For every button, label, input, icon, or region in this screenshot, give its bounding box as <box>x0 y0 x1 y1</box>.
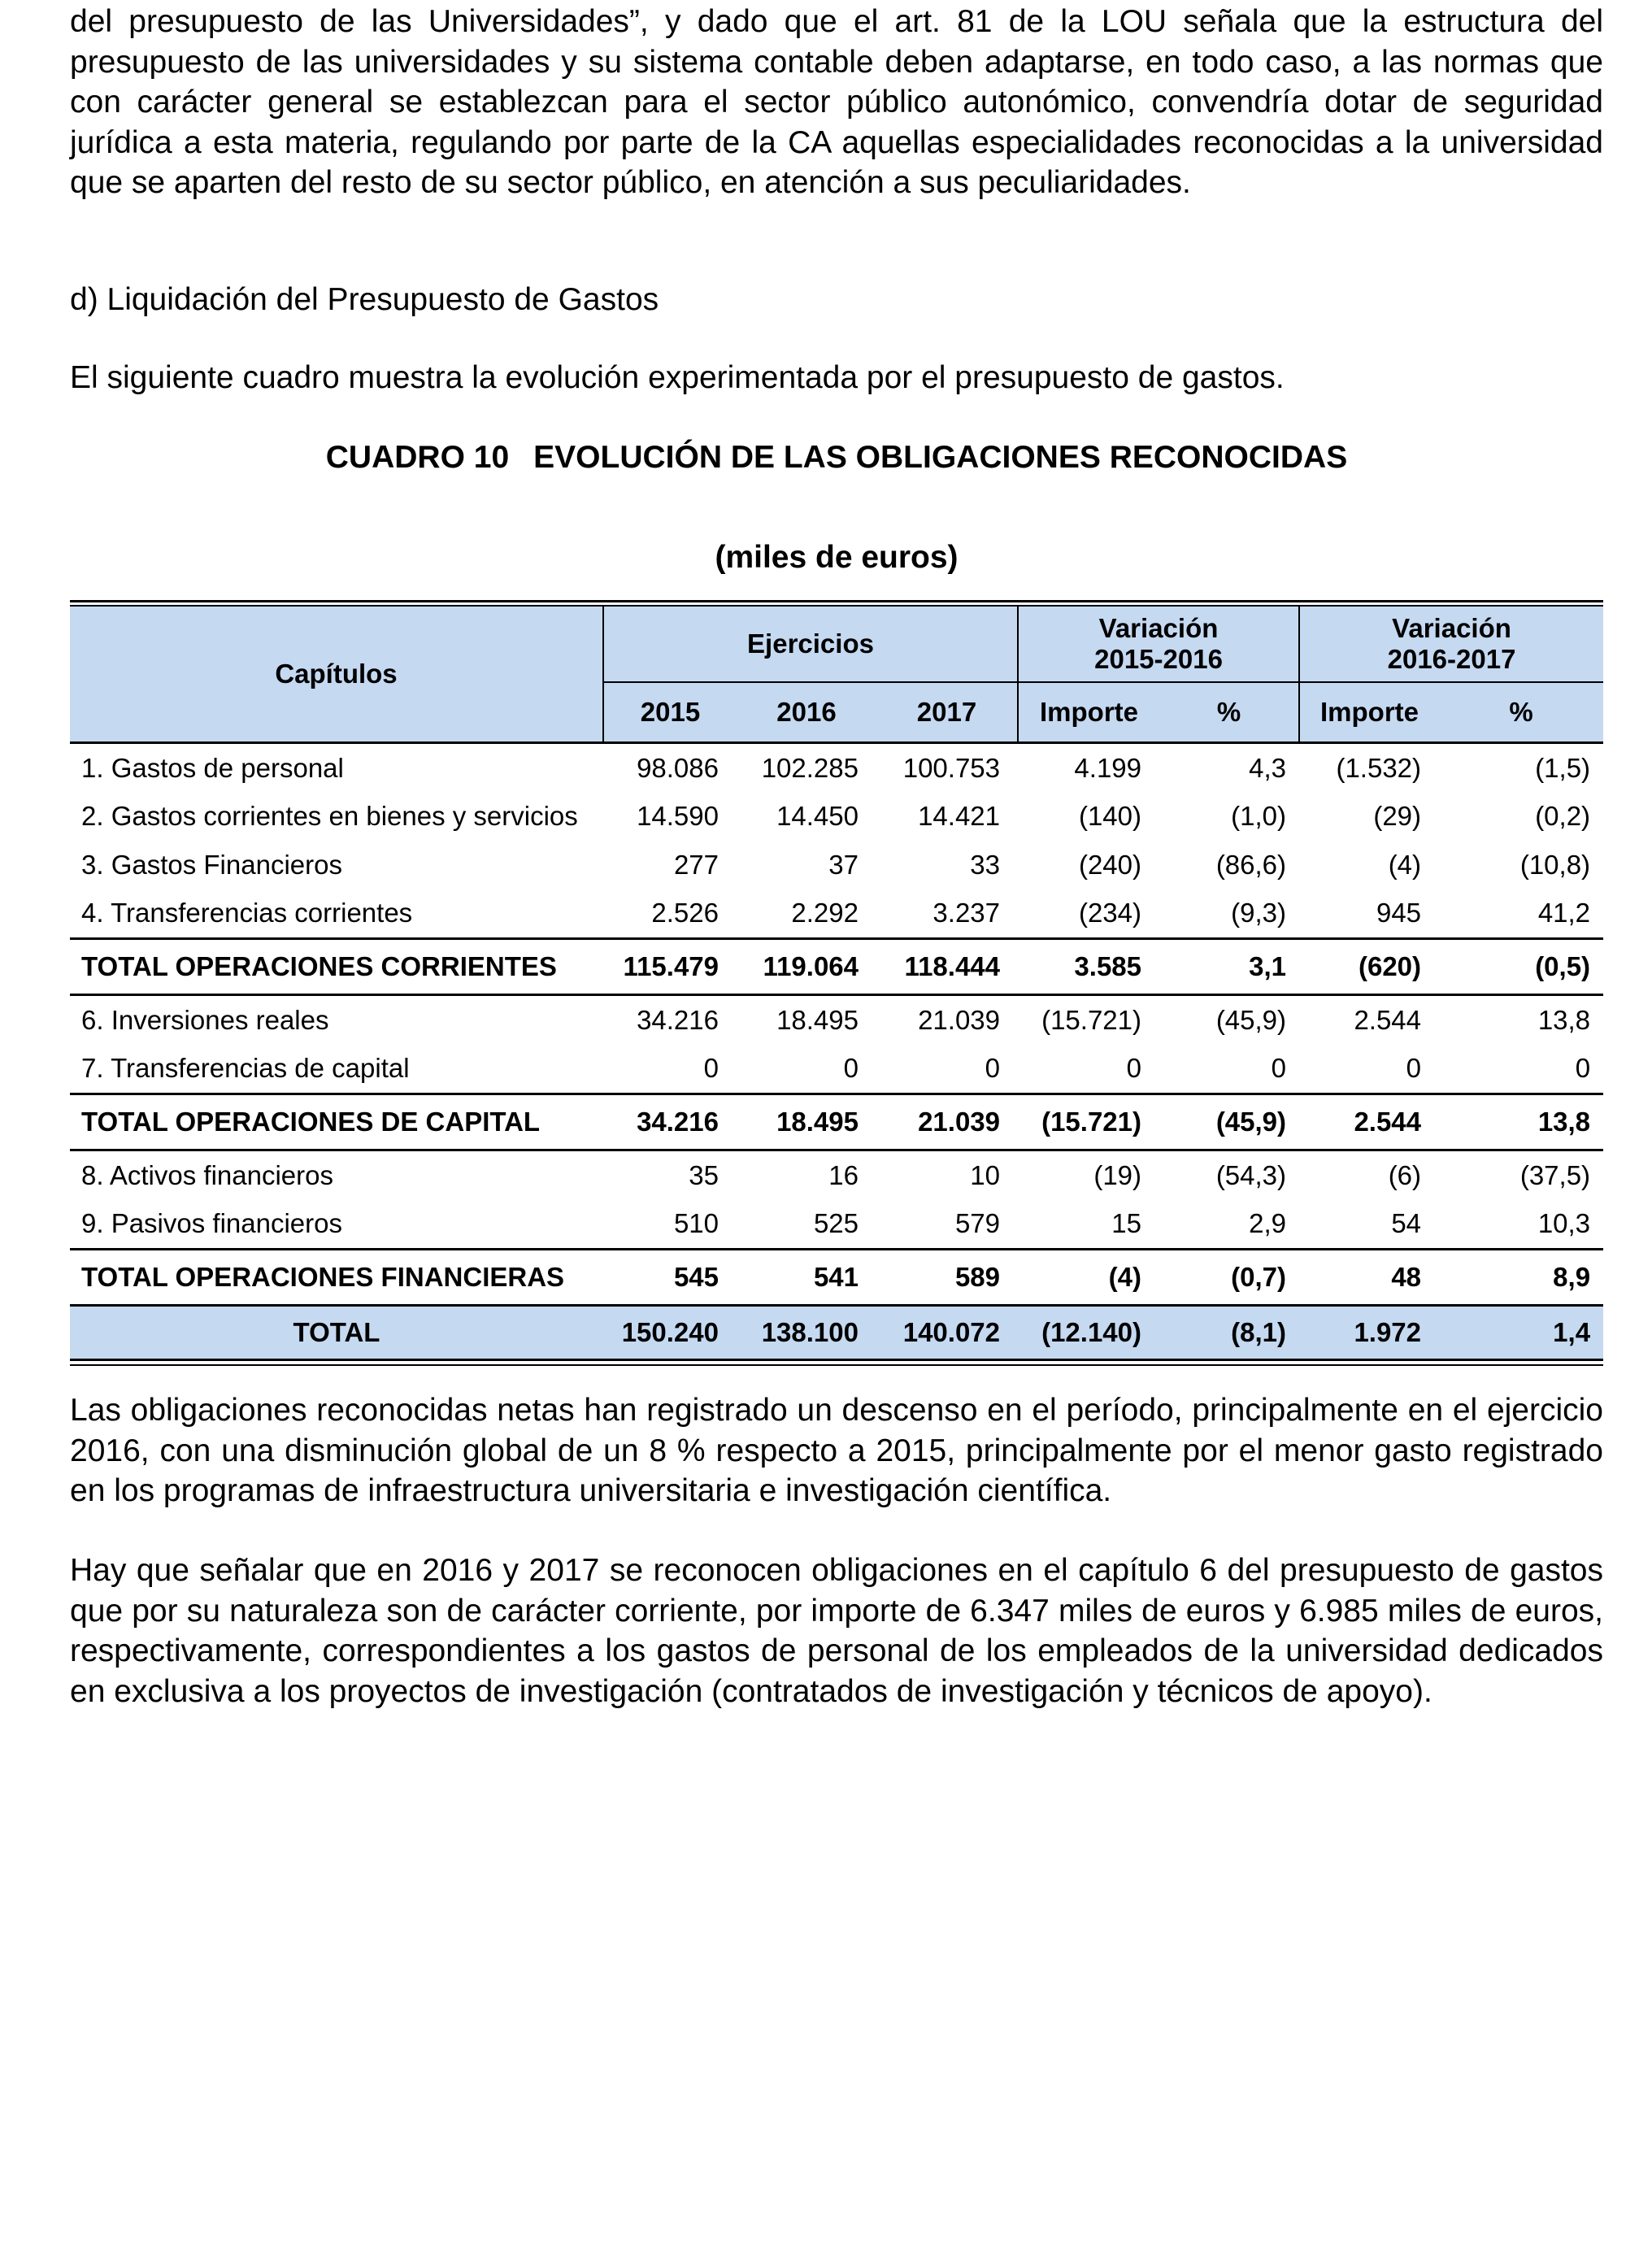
header-pct-1: % <box>1159 682 1299 743</box>
cell: 0 <box>1126 1053 1142 1084</box>
row-label: TOTAL OPERACIONES FINANCIERAS <box>70 1250 603 1306</box>
cell: 138.100 <box>737 1306 876 1359</box>
cell: 14.450 <box>776 801 859 832</box>
cell: 14.421 <box>918 801 1001 832</box>
cell: 2,9 <box>1249 1208 1287 1239</box>
grand-total-row <box>70 1306 1603 1359</box>
cell: (1,0) <box>1231 801 1287 832</box>
cell: 13,8 <box>1537 1004 1591 1035</box>
cell: (4) <box>1018 1250 1159 1306</box>
cell: 545 <box>603 1250 737 1306</box>
section-heading: d) Liquidación del Presupuesto de Gastos <box>70 282 659 317</box>
cell: 0 <box>985 1053 1001 1084</box>
cell: (1.532) <box>1299 743 1439 793</box>
cell: 8,9 <box>1439 1250 1603 1306</box>
cell: 10 <box>970 1159 1001 1190</box>
header-2016: 2016 <box>737 682 876 743</box>
cell: 277 <box>673 849 719 880</box>
paragraph-table-intro: El siguiente cuadro muestra la evolución experimentada por el presupuesto de gastos. <box>70 360 1285 395</box>
cell: (140) <box>1078 801 1142 832</box>
table-row <box>70 793 1603 841</box>
cell: (0,7) <box>1159 1250 1299 1306</box>
cell: (234) <box>1078 898 1142 928</box>
table-row <box>70 995 1603 1045</box>
cell: 1.972 <box>1299 1306 1439 1359</box>
row-label: 6. Inversiones reales <box>81 1004 329 1035</box>
row-label: 7. Transferencias de capital <box>81 1053 410 1084</box>
paragraph-analysis: Las obligaciones reconocidas netas han registrado un descenso en el período, principalmente en el ejercicio 2016, con una disminución global de un 8 % respecto a 2015, principalmente por el menor gasto registrado en los programas de infraestructura universitaria e investigación científica. <box>70 1393 1603 1508</box>
cell: 41,2 <box>1537 898 1591 928</box>
header-variacion-period: 2016-2017 <box>1387 644 1516 674</box>
cell: (37,5) <box>1519 1159 1591 1190</box>
cell: (12.140) <box>1018 1306 1159 1359</box>
cell: 541 <box>737 1250 876 1306</box>
cell: (19) <box>1093 1159 1142 1190</box>
table-title <box>70 437 1603 477</box>
cell: 102.285 <box>737 743 876 793</box>
table-top-rule <box>70 600 1603 602</box>
cell: 10,3 <box>1537 1208 1591 1239</box>
cell: 18.495 <box>737 1094 876 1150</box>
cell: 3,1 <box>1159 939 1299 995</box>
cell: (0,2) <box>1535 801 1591 832</box>
table-number: CUADRO 10 <box>325 440 510 475</box>
table-title-text: EVOLUCIÓN DE LAS OBLIGACIONES RECONOCIDAS <box>533 440 1348 475</box>
cell: (45,9) <box>1159 1094 1299 1150</box>
table-row <box>70 841 1603 889</box>
paragraph-intro: del presupuesto de las Universidades”, y dado que el art. 81 de la LOU señala que la estructura del presupuesto de las universidades y su sistema contable deben adaptarse, en todo caso, a las normas que con carácter general se establezcan para el sector público autonómico, convendría dotar de seguridad jurídica a esta materia, regulando por parte de la CA aquellas especialidades reconocidas a la universidad que se aparten del resto de su sector público, en atención a sus peculiaridades. <box>70 4 1603 200</box>
cell: 510 <box>673 1208 719 1239</box>
cell: 0 <box>703 1053 719 1084</box>
header-importe-2: Importe <box>1299 682 1439 743</box>
row-label: TOTAL OPERACIONES CORRIENTES <box>70 939 603 995</box>
cell: 34.216 <box>637 1004 719 1035</box>
cell: 945 <box>1376 898 1422 928</box>
cell: 2.292 <box>791 898 859 928</box>
total-row <box>70 1094 1603 1150</box>
cell: 54 <box>1391 1208 1422 1239</box>
cell: 33 <box>970 849 1001 880</box>
cell: 16 <box>828 1159 859 1190</box>
table-subtitle: (miles de euros) <box>715 540 959 575</box>
cell: (86,6) <box>1215 849 1287 880</box>
cell: 98.086 <box>603 743 737 793</box>
row-label: 4. Transferencias corrientes <box>81 898 413 928</box>
cell: 2.544 <box>1354 1004 1422 1035</box>
cell: (8,1) <box>1159 1306 1299 1359</box>
header-variacion-2015-2016 <box>1018 607 1299 682</box>
header-2017: 2017 <box>876 682 1018 743</box>
cell: 4.199 <box>1018 743 1159 793</box>
cell: 150.240 <box>603 1306 737 1359</box>
cell: 115.479 <box>603 939 737 995</box>
cell: 15 <box>1111 1208 1142 1239</box>
cell: 4,3 <box>1159 743 1299 793</box>
table-bottom-rule-inner <box>70 1364 1603 1366</box>
cell: 34.216 <box>603 1094 737 1150</box>
cell: 119.064 <box>737 939 876 995</box>
row-label: 1. Gastos de personal <box>70 743 603 793</box>
cell: 579 <box>954 1208 1001 1239</box>
cell: 3.237 <box>933 898 1001 928</box>
cell: 0 <box>1406 1053 1422 1084</box>
header-variacion-label: Variación <box>1098 613 1219 643</box>
cell: (54,3) <box>1215 1159 1287 1190</box>
header-2015: 2015 <box>603 682 737 743</box>
cell: 37 <box>828 849 859 880</box>
cell: (4) <box>1388 849 1422 880</box>
header-importe-1: Importe <box>1018 682 1159 743</box>
cell: (15.721) <box>1041 1004 1142 1035</box>
table-row <box>70 1150 1603 1200</box>
paragraph-note: Hay que señalar que en 2016 y 2017 se reconocen obligaciones en el capítulo 6 del presupuesto de gastos que por su naturaleza son de carácter corriente, por importe de 6.347 miles de euros y 6.985 miles de euros, respectivamente, correspondientes a los gastos de personal de los empleados de la universidad dedicados en exclusiva a los proyectos de investigación (contratados de investigación y técnicos de apoyo). <box>70 1553 1603 1709</box>
cell: 0 <box>1271 1053 1287 1084</box>
cell: 118.444 <box>876 939 1018 995</box>
cell: 3.585 <box>1018 939 1159 995</box>
cell: 21.039 <box>918 1004 1001 1035</box>
cell: 0 <box>843 1053 859 1084</box>
cell: (620) <box>1299 939 1439 995</box>
row-label: 3. Gastos Financieros <box>81 849 342 880</box>
table-header-row <box>70 607 1603 682</box>
cell: (240) <box>1078 849 1142 880</box>
cell: 0 <box>1575 1053 1591 1084</box>
total-row <box>70 939 1603 995</box>
cell: (9,3) <box>1231 898 1287 928</box>
total-row <box>70 1250 1603 1306</box>
header-pct-2: % <box>1439 682 1603 743</box>
cell: (1,5) <box>1439 743 1603 793</box>
row-label: TOTAL OPERACIONES DE CAPITAL <box>70 1094 603 1150</box>
table-row <box>70 743 1603 793</box>
header-variacion-label: Variación <box>1392 613 1511 643</box>
table-body <box>70 743 1603 1359</box>
cell: 18.495 <box>776 1004 859 1035</box>
cell: 2.544 <box>1299 1094 1439 1150</box>
row-label: 9. Pasivos financieros <box>81 1208 342 1239</box>
table-row <box>70 1200 1603 1250</box>
cell: 100.753 <box>876 743 1018 793</box>
header-variacion-period: 2015-2016 <box>1094 644 1223 674</box>
table-bottom-rule <box>70 1359 1603 1361</box>
cell: (6) <box>1388 1159 1422 1190</box>
cell: 525 <box>813 1208 859 1239</box>
cell: 14.590 <box>637 801 719 832</box>
cell: (0,5) <box>1439 939 1603 995</box>
cell: 1,4 <box>1439 1306 1603 1359</box>
row-label: 2. Gastos corrientes en bienes y servicios <box>81 801 578 832</box>
cell: (10,8) <box>1519 849 1591 880</box>
cell: (15.721) <box>1018 1094 1159 1150</box>
table-row <box>70 1045 1603 1094</box>
obligations-table-wrapper <box>70 600 1603 1366</box>
cell: (29) <box>1373 801 1422 832</box>
header-variacion-2016-2017 <box>1299 607 1603 682</box>
cell: 48 <box>1299 1250 1439 1306</box>
header-capitulos: Capítulos <box>70 607 603 743</box>
table-row <box>70 889 1603 939</box>
cell: 589 <box>876 1250 1018 1306</box>
row-label: 8. Activos financieros <box>81 1159 333 1190</box>
cell: 140.072 <box>876 1306 1018 1359</box>
cell: 21.039 <box>876 1094 1018 1150</box>
row-label: TOTAL <box>70 1306 603 1359</box>
cell: 2.526 <box>651 898 719 928</box>
cell: 13,8 <box>1439 1094 1603 1150</box>
header-ejercicios: Ejercicios <box>603 607 1018 682</box>
cell: (45,9) <box>1215 1004 1287 1035</box>
cell: 35 <box>689 1159 719 1190</box>
obligations-table <box>70 607 1603 1359</box>
